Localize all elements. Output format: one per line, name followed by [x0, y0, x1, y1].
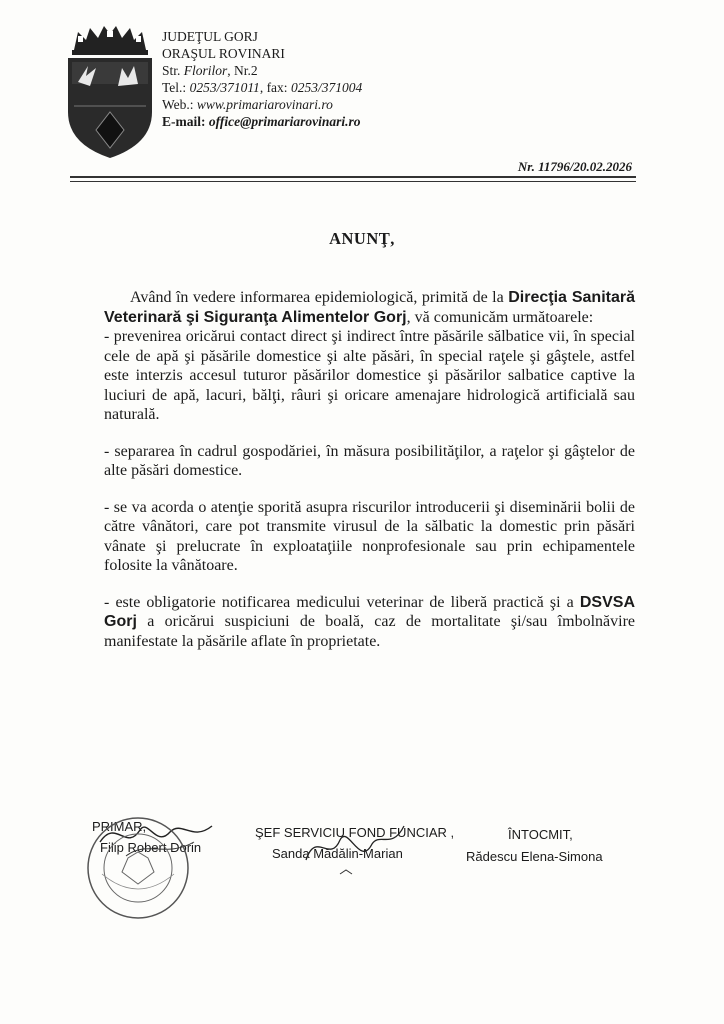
web-line	[162, 96, 362, 113]
fax-value: 0253/371004	[290, 80, 363, 95]
header-divider-thin	[70, 181, 636, 182]
tel-value: 0253/371011	[189, 80, 260, 95]
tel-label: Tel.:	[162, 80, 187, 95]
dsvsa-name: DSVSA Gorj	[104, 593, 635, 630]
mayor-title: PRIMAR,	[92, 819, 147, 834]
institution-name: Direcţia Sanitară Veterinară şi Siguranţa Alimentelor Gorj	[104, 289, 635, 326]
coat-of-arms-icon	[64, 26, 156, 158]
chief-name: Sanda Mădălin-Marian	[272, 846, 403, 861]
intro-text: Având în vedere informarea epidemiologică, primită de la	[130, 289, 509, 306]
drafted-name: Rădescu Elena-Simona	[466, 849, 603, 864]
mayor-name: Filip Robert Dorin	[100, 840, 202, 855]
street-prefix: Str.	[162, 63, 181, 78]
official-stamp	[82, 812, 194, 924]
document-number: Nr. 11796/20.02.2026	[517, 159, 632, 174]
document-title: ANUNŢ,	[329, 229, 395, 248]
item-4-text: - este obligatorie notificarea medicului veterinar de liberă practică şi a	[104, 593, 580, 611]
street-number: , Nr.2	[227, 63, 258, 78]
chief-title: ŞEF SERVICIU FOND FUNCIAR ,	[255, 825, 455, 840]
measure-item-3: - se va acorda o atenţie sporită asupra riscurilor introducerii şi diseminării bolii de către vânători, care pot transmite virusul de la sălbatic la domestic prin păsări vânate şi prelucrate în exploataţiile nonprofesionale sau prin echipamentele folosite la vânătoare.	[104, 498, 635, 574]
web-link[interactable]: www.primariarovinari.ro	[196, 97, 333, 112]
item-4-ending: a oricărui suspiciuni de boală, caz de mortalitate şi/sau îmbolnăvire manifestate la păsările aflate în proprietate.	[104, 613, 635, 650]
drafted-title: ÎNTOCMIT,	[508, 827, 573, 842]
phone-line	[162, 79, 362, 96]
measure-item-4	[104, 593, 635, 652]
town-name: ORAŞUL ROVINARI	[162, 46, 285, 61]
address-line	[162, 62, 362, 79]
web-label: Web.:	[162, 97, 194, 112]
header-divider	[70, 176, 636, 178]
intro-ending: , vă comunicăm următoarele:	[406, 308, 594, 326]
street-name: Florilor	[183, 63, 228, 78]
chief-signature	[300, 820, 410, 880]
fax-label: , fax:	[259, 80, 288, 95]
email-line	[162, 113, 362, 130]
letterhead	[162, 28, 362, 130]
email-label: E-mail:	[162, 114, 206, 129]
county-name: JUDEŢUL GORJ	[162, 29, 258, 44]
measure-item-1: - prevenirea oricărui contact direct şi indirect între păsările sălbatice vii, în special cele de apă şi păsările domestice şi alte păsări, în special raţele şi gâştele, astfel este interzis accesul tuturor păsărilor domestice şi păsărilor salbatice captive la luciuri de apă, lacuri, bălţi, râuri şi oricare amenajare hidrologică artificială sau naturală.	[104, 328, 635, 423]
email-link[interactable]: office@primariarovinari.ro	[208, 114, 361, 129]
measure-item-2: - separarea în cadrul gospodăriei, în măsura posibilităţilor, a raţelor şi gâştelor de alte păsări domestice.	[104, 442, 635, 479]
intro-paragraph	[104, 288, 635, 327]
announcement-body	[104, 288, 635, 651]
